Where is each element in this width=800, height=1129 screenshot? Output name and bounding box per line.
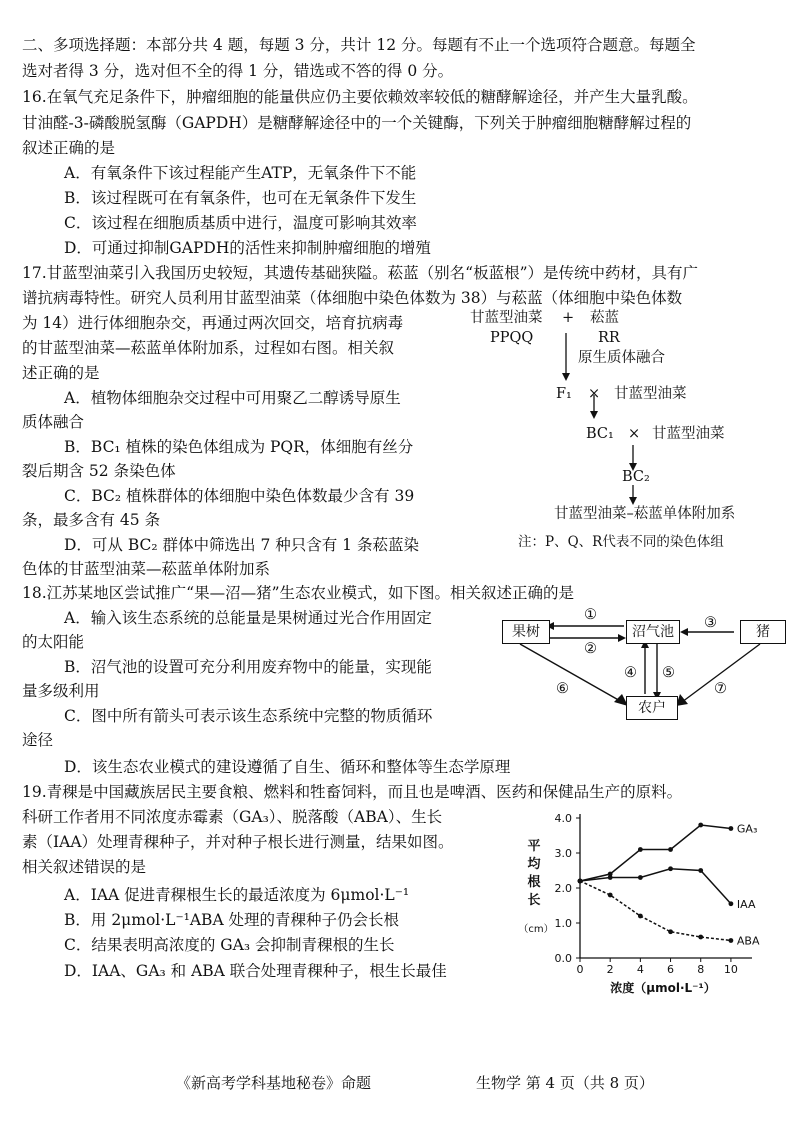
q17-stem-line2: 谱抗病毒特性。研究人员利用甘蓝型油菜（体细胞中染色体数为 38）与菘蓝（体细胞中染色体数	[22, 289, 683, 307]
y-axis-label-char: 根	[527, 875, 541, 890]
data-point	[638, 875, 643, 880]
cross-1: ×	[588, 386, 601, 402]
q16-option-c: C．该过程在细胞质基质中进行，温度可影响其效率	[64, 214, 417, 232]
q18-option-d: D．该生态农业模式的建设遵循了自生、循环和整体等生态学原理	[64, 758, 511, 776]
data-point	[668, 866, 673, 871]
arrow-label-5: ⑤	[662, 665, 675, 681]
parent1-genome: PPQQ	[490, 330, 534, 346]
y-tick-label: 2.0	[554, 882, 572, 895]
data-point	[698, 868, 703, 873]
y-axis-label-char: 平	[527, 839, 541, 854]
x-tick-label: 8	[697, 963, 705, 976]
q17-stem-line5: 述正确的是	[22, 364, 100, 382]
x-axis-label: 浓度（μmol·L⁻¹）	[610, 981, 716, 995]
q18-option-b-cont: 量多级利用	[22, 682, 100, 700]
q17-option-d-cont: 色体的甘蓝型油菜—菘蓝单体附加系	[22, 560, 271, 578]
node-pig: 猪	[740, 620, 786, 644]
x-tick-label: 10	[723, 963, 738, 976]
data-point	[638, 914, 643, 919]
q17-option-a-cont: 质体融合	[22, 413, 85, 431]
q18-option-a: A．输入该生态系统的总能量是果树通过光合作用固定	[64, 609, 432, 627]
q18-option-a-cont: 的太阳能	[22, 633, 85, 651]
footer-source: 《新高考学科基地秘卷》命题	[176, 1074, 372, 1092]
data-point	[578, 879, 583, 884]
data-point	[698, 823, 703, 828]
arrow-label-2: ②	[584, 641, 597, 657]
q19-root-length-chart	[518, 810, 790, 996]
q18-ecosystem-diagram	[498, 606, 790, 724]
series-line	[580, 881, 731, 941]
q16-option-b: B．该过程既可在有氧条件，也可在无氧条件下发生	[64, 189, 417, 207]
parent1-label: 甘蓝型油菜	[470, 310, 543, 326]
series-line	[580, 869, 731, 904]
q18-option-c-cont: 途径	[22, 731, 54, 749]
arrow-label-7: ⑦	[714, 681, 727, 697]
q17-option-b-cont: 裂后期含 52 条染色体	[22, 462, 176, 480]
q16-stem-line2: 甘油醛-3-磷酸脱氢酶（GAPDH）是糖酵解途径中的一个关键酶，下列关于肿瘤细胞糖酵解过程的	[22, 114, 692, 132]
arrow-label-1: ①	[584, 607, 597, 623]
x-tick-label: 0	[576, 963, 584, 976]
q17-option-d: D．可从 BC₂ 群体中筛选出 7 种只含有 1 条菘蓝染	[64, 536, 419, 554]
cross-2: ×	[628, 426, 641, 442]
x-tick-label: 4	[636, 963, 644, 976]
q19-stem-line4: 相关叙述错误的是	[22, 858, 147, 876]
data-point	[638, 847, 643, 852]
series-label: ABA	[736, 934, 760, 948]
y-tick-label: 1.0	[554, 917, 572, 930]
q17-option-c: C．BC₂ 植株群体的体细胞中染色体数最少含有 39	[64, 487, 415, 505]
plus-sign: +	[562, 310, 575, 326]
backcross1-label: 甘蓝型油菜	[614, 386, 687, 402]
arrow-label-6: ⑥	[556, 681, 569, 697]
y-tick-label: 3.0	[554, 847, 572, 860]
series-label: GA₃	[736, 822, 758, 836]
arrow-label-4: ④	[624, 665, 637, 681]
data-point	[729, 938, 734, 943]
x-tick-label: 2	[606, 963, 614, 976]
q16-option-a: A．有氧条件下该过程能产生ATP，无氧条件下不能	[64, 164, 417, 182]
q19-stem-line1: 19.青稞是中国藏族居民主要食粮、燃料和牲畜饲料，而且也是啤酒、医药和保健品生产的原料。	[22, 783, 683, 801]
q17-option-c-cont: 条，最多含有 45 条	[22, 511, 161, 529]
bc2-label: BC₂	[622, 469, 650, 485]
q18-stem: 18.江苏某地区尝试推广“果—沼—猪”生态农业模式，如下图。相关叙述正确的是	[22, 584, 575, 602]
q19-stem-line2: 科研工作者用不同浓度赤霉素（GA₃）、脱落酸（ABA）、生长	[22, 808, 443, 826]
series-label: IAA	[736, 897, 756, 911]
q17-hybridization-diagram	[470, 305, 790, 555]
bc1-label: BC₁	[586, 426, 614, 442]
parent2-genome: RR	[598, 330, 620, 346]
section-heading-line1: 二、多项选择题：本部分共 4 题，每题 3 分，共计 12 分。每题有不止一个选项符合题意。每题全	[22, 36, 696, 54]
q19-stem-line3: 素（IAA）处理青稞种子，并对种子根长进行测量，结果如图。	[22, 833, 454, 851]
q17-stem-line1: 17.甘蓝型油菜引入我国历史较短，其遗传基础狭隘。菘蓝（别名“板蓝根”）是传统中药材，具有广	[22, 264, 699, 282]
data-point	[698, 935, 703, 940]
q19-option-c: C．结果表明高浓度的 GA₃ 会抑制青稞根的生长	[64, 936, 395, 954]
data-point	[608, 893, 613, 898]
node-farmer: 农户	[626, 696, 678, 720]
backcross2-label: 甘蓝型油菜	[652, 426, 725, 442]
footer-page-number: 生物学 第 4 页（共 8 页）	[476, 1074, 654, 1092]
q17-stem-line4: 的甘蓝型油菜—菘蓝单体附加系，过程如右图。相关叙	[22, 339, 395, 357]
data-point	[668, 847, 673, 852]
data-point	[668, 929, 673, 934]
chart-canvas	[518, 810, 790, 996]
data-point	[729, 901, 734, 906]
q16-option-d: D．可通过抑制GAPDH的活性来抑制肿瘤细胞的增殖	[64, 239, 431, 257]
q16-stem-line1: 16.在氧气充足条件下，肿瘤细胞的能量供应仍主要依赖效率较低的糖酵解途径，并产生大量乳酸。	[22, 88, 698, 106]
q16-stem-line3: 叙述正确的是	[22, 139, 116, 157]
data-point	[729, 826, 734, 831]
q19-option-b: B．用 2μmol·L⁻¹ABA 处理的青稞种子仍会长根	[64, 911, 400, 929]
arrow-label-3: ③	[704, 615, 717, 631]
q17-option-a: A．植物体细胞杂交过程中可用聚乙二醇诱导原生	[64, 389, 401, 407]
q18-option-b: B．沼气池的设置可充分利用废弃物中的能量，实现能	[64, 658, 432, 676]
y-tick-label: 4.0	[554, 812, 572, 825]
f1-label: F₁	[556, 386, 572, 402]
data-point	[608, 875, 613, 880]
q17-stem-line3: 为 14）进行体细胞杂交，再通过两次回交，培育抗病毒	[22, 314, 404, 332]
node-biogas-pool: 沼气池	[626, 620, 680, 644]
result-label: 甘蓝型油菜–菘蓝单体附加系	[554, 506, 736, 522]
y-axis-label-char: 长	[527, 893, 541, 908]
diagram-note: 注：P、Q、R代表不同的染色体组	[518, 534, 724, 550]
q18-option-c: C．图中所有箭头可表示该生态系统中完整的物质循环	[64, 707, 433, 725]
node-fruit-tree: 果树	[502, 620, 550, 644]
parent2-label: 菘蓝	[590, 310, 619, 326]
q17-option-b: B．BC₁ 植株的染色体组成为 PQR，体细胞有丝分	[64, 438, 414, 456]
q19-option-d: D．IAA、GA₃ 和 ABA 联合处理青稞种子，根生长最佳	[64, 962, 447, 980]
fusion-label: 原生质体融合	[578, 350, 665, 366]
y-tick-label: 0.0	[554, 952, 572, 965]
q19-option-a: A．IAA 促进青稞根生长的最适浓度为 6μmol·L⁻¹	[64, 886, 410, 904]
x-tick-label: 6	[667, 963, 675, 976]
y-axis-unit: （cm）	[518, 924, 554, 935]
section-heading-line2: 选对者得 3 分，选对但不全的得 1 分，错选或不答的得 0 分。	[22, 62, 454, 80]
y-axis-label-char: 均	[527, 857, 541, 872]
